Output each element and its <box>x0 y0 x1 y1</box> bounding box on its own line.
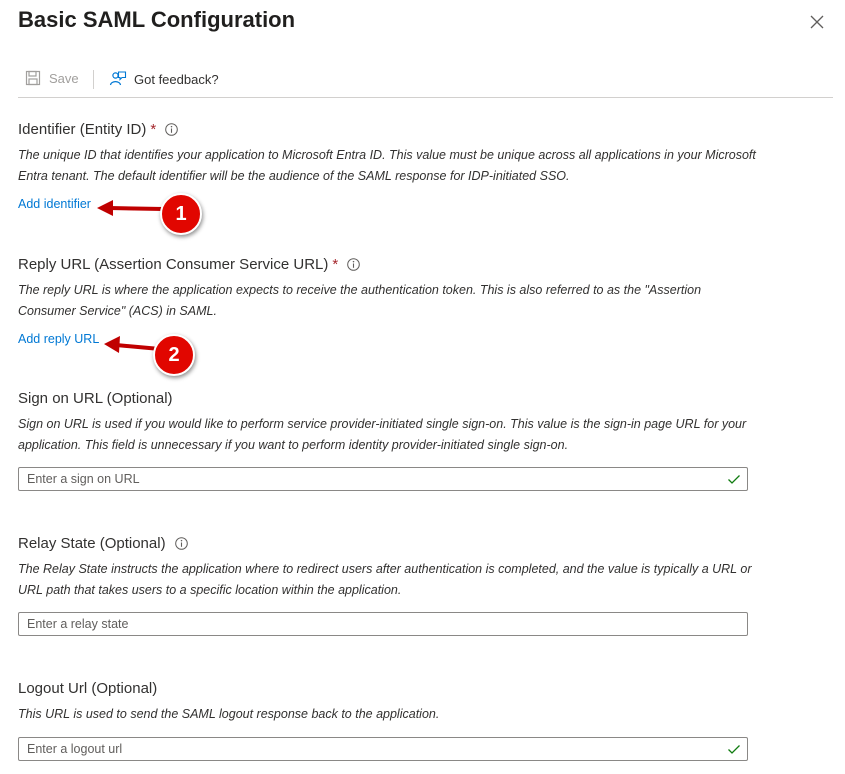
add-reply-url-link[interactable]: Add reply URL <box>18 332 100 346</box>
reply-url-label: Reply URL (Assertion Consumer Service URL) <box>18 256 329 273</box>
arrow-icon <box>95 196 165 220</box>
panel-title: Basic SAML Configuration <box>18 7 296 32</box>
reply-url-description: The reply URL is where the application expects to receive the authentication token. This is also referred to as the "Assertion Consumer Service" (ACS) in SAML. <box>18 283 702 318</box>
close-button[interactable] <box>805 10 829 34</box>
sign-on-url-field[interactable] <box>18 467 748 491</box>
relay-state-input[interactable] <box>19 613 747 635</box>
callout-badge: 2 <box>153 334 195 376</box>
relay-state-description: The Relay State instructs the application where to redirect users after authentication is completed, and the value is typically a URL or URL path that takes users to a specific location within the application. <box>18 562 752 597</box>
close-icon <box>805 10 829 34</box>
required-marker: * <box>332 256 339 273</box>
save-icon <box>25 70 41 86</box>
logout-url-field[interactable] <box>18 737 748 761</box>
toolbar-divider <box>18 97 833 98</box>
relay-state-label: Relay State (Optional) <box>18 535 166 552</box>
add-identifier-link[interactable]: Add identifier <box>18 197 91 211</box>
sign-on-url-description: Sign on URL is used if you would like to perform service provider-initiated single sign-on. This value is the sign-in page URL for your application. This field is unnecessary if you want to perform identity provider-initiated single sign-on. <box>18 417 747 452</box>
logout-url-input[interactable] <box>19 738 726 760</box>
feedback-icon <box>109 70 127 88</box>
feedback-button[interactable] <box>109 70 219 88</box>
identifier-description: The unique ID that identifies your application to Microsoft Entra ID. This value must be unique across all applications in your Microsoft Entra tenant. The default identifier will be the audience of the SAML response for IDP-initiated SSO. <box>18 148 756 183</box>
identifier-label: Identifier (Entity ID) <box>18 121 147 138</box>
info-icon[interactable] <box>165 123 178 136</box>
info-icon[interactable] <box>347 258 360 271</box>
save-button[interactable] <box>25 70 79 86</box>
checkmark-icon <box>726 471 742 487</box>
identifier-label-row <box>18 121 178 138</box>
feedback-label: Got feedback? <box>134 71 219 87</box>
relay-state-field[interactable] <box>18 612 748 636</box>
logout-url-label: Logout Url (Optional) <box>18 680 158 697</box>
info-icon[interactable] <box>175 537 188 550</box>
checkmark-icon <box>726 741 742 757</box>
logout-url-description: This URL is used to send the SAML logout response back to the application. <box>18 707 440 721</box>
relay-state-label-row <box>18 535 188 552</box>
sign-on-url-input[interactable] <box>19 468 726 490</box>
reply-url-label-row <box>18 256 360 273</box>
sign-on-url-label: Sign on URL (Optional) <box>18 390 173 407</box>
toolbar-separator <box>93 70 94 89</box>
required-marker: * <box>150 121 157 138</box>
callout-badge: 1 <box>160 193 202 235</box>
save-label: Save <box>49 70 79 86</box>
